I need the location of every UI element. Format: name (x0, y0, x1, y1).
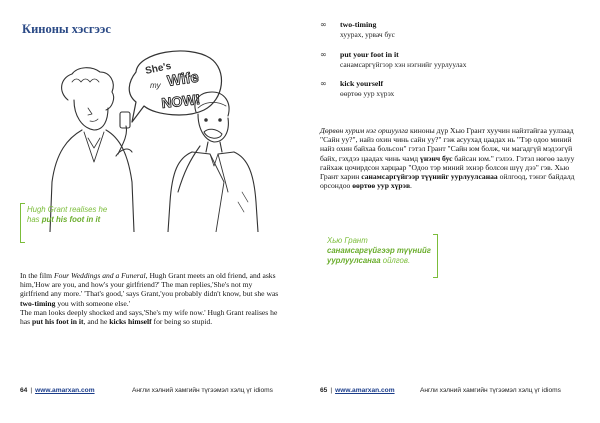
bubble-word-3: Wife (166, 68, 200, 90)
right-footer (320, 383, 582, 397)
footer-subtitle: Англи хэлний хамгийн түгээмэл хэлц үг idioms (132, 386, 273, 394)
text-run: you with someone else.' (55, 298, 130, 308)
idiom-put-foot-in-it: put his foot in it (32, 317, 84, 327)
bubble-word-1: She's (144, 60, 173, 77)
film-title-mn: Дөрвөн хурим нэг оршуулга (320, 126, 409, 135)
page-number: 64 (20, 386, 28, 394)
text-run: for being so stupid. (151, 317, 213, 327)
page-number: 65 (320, 386, 328, 394)
film-title: Four Weddings and a Funeral (53, 271, 146, 280)
footer-subtitle: Англи хэлний хамгийн түгээмэл хэлц үг idioms (420, 386, 561, 394)
text-run: ойлгоод, тэнэг байдалд орсондоо (320, 172, 575, 191)
footer-separator: | (330, 386, 333, 394)
text-run: . (410, 181, 412, 191)
bubble-word-2: my (150, 81, 161, 90)
infinity-bullet-icon: ∞ (320, 20, 327, 29)
right-paragraph (320, 126, 582, 190)
idiom-kick-yourself: kicks himself (109, 317, 152, 327)
callout-text: Хью Грант (327, 236, 368, 245)
section-title: Киноны хэсгээс (22, 22, 111, 36)
vocab-item (320, 79, 570, 99)
vocabulary-list (320, 20, 570, 109)
bubble-word-4: NOW! (160, 91, 201, 111)
text-run: , and he (83, 317, 110, 327)
callout-text: ойлгов. (380, 256, 411, 265)
left-body-text (20, 271, 282, 326)
vocab-meaning: хуурах, урвач бус (340, 30, 395, 39)
right-character-drawing (168, 92, 258, 232)
footer-separator: | (30, 386, 33, 394)
callout-text: Hugh Grant realises he has (27, 205, 108, 224)
left-footer (20, 383, 282, 397)
idiom-mn-1: үнэнч бус (420, 153, 453, 163)
callout-bracket-right (433, 234, 438, 278)
vocab-item (320, 50, 570, 70)
right-body-text (320, 126, 582, 190)
callout-bold-phrase: put his foot in it (41, 215, 101, 224)
website-link[interactable]: www.amarxan.com (335, 386, 395, 394)
idiom-mn-3: өөртөө уур хүрэв (352, 181, 411, 191)
idiom-two-timing: two-timing (20, 298, 56, 308)
text-run: киноны дүр Хью Грант хуучин найзтайгаа уулзаад "Сайн уу?", найз охин чинь сайн уу?" гэж асуухад цаадах нь "Тэр одоо миний найз охин байхаа больсон" гэтэл Грант "Сайн юм болж, чи магадгүй мэдээгүй байх, гэхдээ цаадах чинь чамд (320, 126, 574, 163)
callout-bracket-left (20, 203, 25, 243)
vocab-term: put your foot in it (340, 49, 399, 59)
infinity-bullet-icon: ∞ (320, 49, 327, 59)
website-link[interactable]: www.amarxan.com (35, 386, 95, 394)
vocab-term: two-timing (340, 20, 377, 29)
text-run: байсан юм." гэлээ. Гэтэл нөгөө залуу гайхаж цочирдсон харцаар "Одоо тэр миний эхнэр болсон шүү дээ" гэв. Хью Грант харин (320, 153, 575, 182)
callout-bold-phrase: санамсаргүйгээр түүнийг уурлуулсанаа (327, 246, 431, 265)
infinity-bullet-icon: ∞ (320, 79, 327, 88)
text-run: In the film (20, 271, 54, 280)
text-run: The man looks deeply shocked and says,'She's my wife now.' Hugh Grant realises he has (20, 307, 278, 327)
vocab-term: kick yourself (340, 79, 384, 88)
left-paragraph-2 (20, 308, 282, 326)
right-callout (320, 234, 438, 278)
vocab-meaning: санамсаргүйгээр хэн нэгнийг уурлуулах (340, 59, 467, 69)
left-callout (20, 203, 126, 243)
text-run: , Hugh Grant meets an old friend, and asks him,'How are you, and how's your girlfriend?' The man replies,'She's not my girlfriend any more.' 'That's good,' says Grant,'you probably didn't know, but she was (20, 271, 279, 299)
vocab-item (320, 20, 570, 40)
left-paragraph-1 (20, 271, 282, 308)
vocab-meaning: өөртөө уур хүрэх (340, 89, 395, 98)
idiom-mn-2: санамсаргүйгээр түүнийг уурлуулсанаа (361, 172, 498, 182)
